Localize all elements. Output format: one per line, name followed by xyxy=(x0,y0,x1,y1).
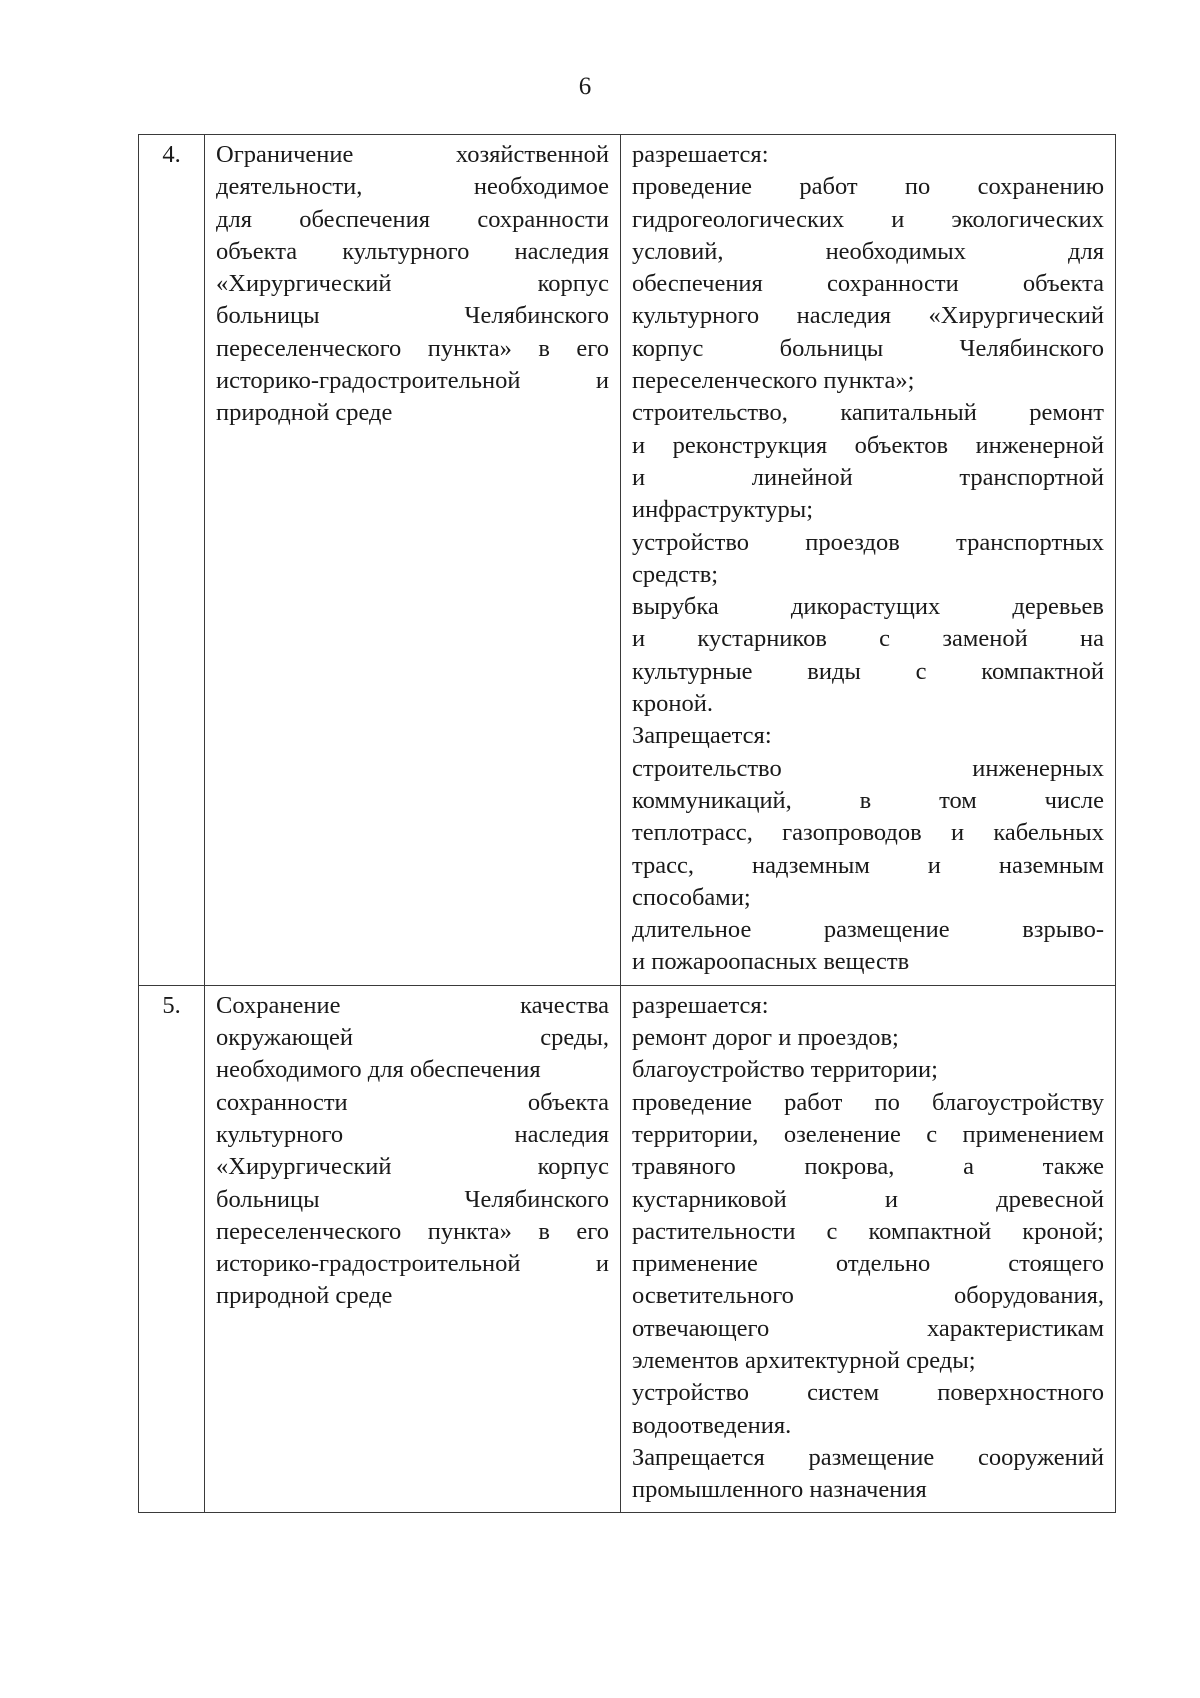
regime-name-line: сохранности объекта xyxy=(216,1088,609,1116)
page-number: 6 xyxy=(578,73,592,100)
rule-line: теплотрасс, газопроводов и кабельных xyxy=(632,819,1104,847)
regime-name-line: природной среде xyxy=(216,1282,393,1310)
rule-line: Запрещается размещение сооружений xyxy=(632,1443,1104,1471)
regime-name-cell xyxy=(205,985,621,1513)
regime-name-line: больницы Челябинского xyxy=(216,302,609,330)
regime-name-line: историко-градостроительной и xyxy=(216,367,609,395)
regime-name-cell xyxy=(205,135,621,986)
rule-line: культурного наследия «Хирургический xyxy=(632,302,1104,330)
regime-name-line: деятельности, необходимое xyxy=(216,173,609,201)
rule-line: и линейной транспортной xyxy=(632,463,1104,491)
rule-line: коммуникаций, в том числе xyxy=(632,786,1104,814)
rule-line: осветительного оборудования, xyxy=(632,1282,1104,1310)
rule-line: территории, озеленение с применением xyxy=(632,1120,1104,1148)
rule-line: благоустройство территории; xyxy=(632,1056,938,1084)
rule-line: растительности с компактной кроной; xyxy=(632,1217,1104,1245)
rule-line: средств; xyxy=(632,560,719,588)
rule-line: строительство инженерных xyxy=(632,754,1104,782)
rule-line: способами; xyxy=(632,883,751,911)
regime-name-line: необходимого для обеспечения xyxy=(216,1056,541,1084)
rule-line: и реконструкция объектов инженерной xyxy=(632,431,1104,459)
rule-line: устройство систем поверхностного xyxy=(632,1379,1104,1407)
rule-line: ремонт дорог и проездов; xyxy=(632,1024,899,1052)
regime-name-line: переселенческого пункта» в его xyxy=(216,1217,609,1245)
rule-line: устройство проездов транспортных xyxy=(632,528,1104,556)
rule-line: отвечающего характеристикам xyxy=(632,1314,1104,1342)
regime-name-line: природной среде xyxy=(216,399,393,427)
table-row xyxy=(139,135,1116,986)
regime-name-line: больницы Челябинского xyxy=(216,1185,609,1213)
regime-name-line: «Хирургический корпус xyxy=(216,1153,609,1181)
regime-name-line: историко-градостроительной и xyxy=(216,1250,609,1278)
regime-name-line: культурного наследия xyxy=(216,1120,609,1148)
rule-line: вырубка дикорастущих деревьев xyxy=(632,593,1104,621)
regime-name-line: «Хирургический корпус xyxy=(216,270,609,298)
rule-line: условий, необходимых для xyxy=(632,237,1104,265)
rule-line: переселенческого пункта»; xyxy=(632,367,915,395)
regime-name-line: объекта культурного наследия xyxy=(216,237,609,265)
rule-line: культурные виды с компактной xyxy=(632,657,1104,685)
regime-rules-cell xyxy=(621,135,1116,986)
rule-line: кустарниковой и древесной xyxy=(632,1185,1104,1213)
rule-line: Запрещается: xyxy=(632,722,772,750)
regime-rules-cell xyxy=(621,985,1116,1513)
rule-line: строительство, капитальный ремонт xyxy=(632,399,1104,427)
rule-line: и кустарников с заменой на xyxy=(632,625,1104,653)
rule-line: элементов архитектурной среды; xyxy=(632,1346,976,1374)
rule-line: промышленного назначения xyxy=(632,1476,927,1504)
rule-line: травяного покрова, а также xyxy=(632,1153,1104,1181)
regime-name-line: Ограничение хозяйственной xyxy=(216,141,609,168)
rule-line: водоотведения. xyxy=(632,1411,792,1439)
row-number: 5. xyxy=(139,985,205,1513)
rule-line: инфраструктуры; xyxy=(632,496,814,524)
rule-line: разрешается: xyxy=(632,991,769,1019)
regulations-table xyxy=(138,134,1116,1513)
table-row xyxy=(139,985,1116,1513)
rule-line: трасс, надземным и наземным xyxy=(632,851,1104,879)
rule-line: кроной. xyxy=(632,690,714,718)
regime-name-line: окружающей среды, xyxy=(216,1024,609,1052)
regime-name-line: для обеспечения сохранности xyxy=(216,205,609,233)
rule-line: корпус больницы Челябинского xyxy=(632,334,1104,362)
regime-name-line: Сохранение качества xyxy=(216,991,609,1019)
rule-line: длительное размещение взрыво- xyxy=(632,916,1104,944)
rule-line: и пожароопасных веществ xyxy=(632,948,910,976)
rule-line: применение отдельно стоящего xyxy=(632,1250,1104,1278)
regime-name-line: переселенческого пункта» в его xyxy=(216,334,609,362)
rule-line: обеспечения сохранности объекта xyxy=(632,270,1104,298)
rule-line: проведение работ по благоустройству xyxy=(632,1088,1104,1116)
row-number: 4. xyxy=(139,135,205,986)
rule-line: гидрогеологических и экологических xyxy=(632,205,1104,233)
rule-line: проведение работ по сохранению xyxy=(632,173,1104,201)
rule-line: разрешается: xyxy=(632,141,769,168)
